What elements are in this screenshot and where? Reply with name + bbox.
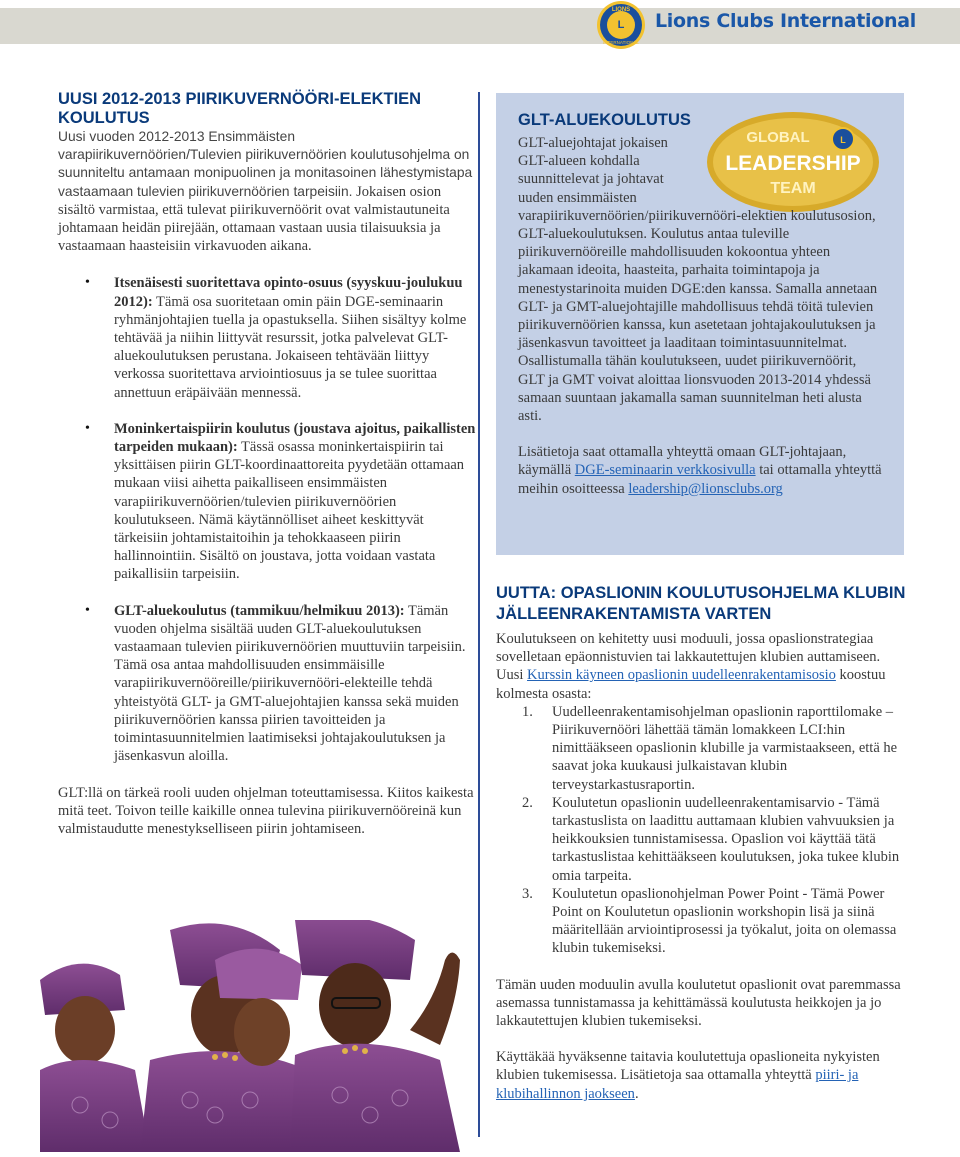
- left-bullets: [58, 274, 476, 765]
- guiding-lion-course-link[interactable]: Kurssin käyneen opaslionin uudelleenrakentamisosio: [527, 667, 836, 684]
- dge-seminar-link[interactable]: DGE-seminaarin verkkosivulla: [574, 462, 756, 479]
- email-link[interactable]: leadership@lionsclubs.org: [628, 480, 783, 497]
- bullet-text: Tässä osassa moninkertaispiirin tai yksittäisen piirin GLT-koordinaattoreita pyydetään ottamaan mukaan viisi aihetta paikalliseen ensimmäisten varapiirikuvernöörien/tulevien piirikuvernöörien koulutukseen. Nämä käytännölliset aiheet keskittyvät tärkeisiin johtamistaitoihin ja tehokkaaseen piirin hallinnointiin. Sisältö on joustava, jotta voidaan vastata paikallisiin tarpeisiin.: [114, 439, 465, 583]
- left-intro-sans: Uusi vuoden 2012-2013 Ensimmäisten varapiirikuvernöörien/Tulevien piirikuvernöörien koulutusohjelma on suunniteltu antamaan monipuolinen ja monitasoinen lähestymistapa vastaamaan tulevien piirikuvernöörien tarpeisiin.: [58, 129, 473, 199]
- step-item: [496, 794, 908, 885]
- women-photo: [40, 920, 476, 1152]
- bullet-dot-icon: •: [85, 275, 90, 291]
- svg-text:L: L: [840, 135, 846, 145]
- section2-intro-end: koostuu kolmesta osasta:: [496, 667, 886, 702]
- brand-name: Lions Clubs International: [655, 10, 916, 32]
- bullet-text: Tämä osa suoritetaan omin päin DGE-seminaarin ryhmänjohtajien tuella ja opastuksella. Siihen sisältyy kolme tehtävää ja niihin liittyvät resurssit, jotka palvelevat GLT-aluekoulutuksen perustana. Jokaiseen tehtävään liittyy verkossa suoritettava arviointiosuus ja se tulee suorittaa annettuun eräpäivään mennessä.: [114, 293, 467, 401]
- step-item: [496, 703, 908, 794]
- step-text: Koulutetun opaslionohjelman Power Point - Tämä Power Point on Koulutetun opaslionin workshopin lisä ja siinä määritellään arviointiprosessi ja työkalut, joita on olemassa klubin tukemiseksi.: [552, 885, 897, 957]
- step-number: 1.: [522, 703, 533, 720]
- step-text: Uudelleenrakentamisohjelman opaslionin raporttilomake – Piirikuvernööri lähettää tämän lomakkeen LCI:hin nimittääkseen opaslionin klubille ja varmistaakseen, että he saavat joka kuukausi julkaistavan klubin terveystarkastusraportin.: [552, 703, 898, 793]
- section2-last-paragraph: [496, 1048, 908, 1103]
- glt-title: GLT-ALUEKOULUTUS: [518, 111, 691, 129]
- bullet-dot-icon: •: [85, 420, 90, 436]
- step-item: [496, 885, 908, 958]
- glt-box-content: [518, 111, 884, 498]
- column-divider: [478, 92, 480, 1137]
- bullet-text: Tämän vuoden ohjelma sisältää uuden GLT-aluekoulutuksen vastaamaan tulevien piirikuvernöörien muuttuviin tarpeisiin. Tämä osa antaa mahdollisuuden ensimmäisille varapiirikuvernööreille/piirikuvernööri-elekteille tehdä yhteistyötä GLT- ja GMT-aluejohtajien kanssa sekä muiden piirikuvernöörien kanssa piirien tavoitteiden ja toimintasuunnitelmien laatimiseksi johtajakoulutuksen ja jäsenkasvun aloilla.: [114, 602, 466, 765]
- bullet-heading: Moninkertaispiirin koulutus (joustava ajoitus, paikallisten tarpeiden mukaan):: [114, 420, 476, 456]
- guiding-lion-section: [496, 583, 908, 1103]
- section2-steps: [496, 703, 908, 958]
- glt-contact-text: Lisätietoja saat ottamalla yhteyttä omaan GLT-johtajaan, käymällä: [518, 444, 847, 479]
- left-title: UUSI 2012-2013 PIIRIKUVERNÖÖRI-ELEKTIEN KOULUTUS: [58, 90, 422, 127]
- glt-contact-paragraph: [518, 443, 884, 498]
- glt-paragraph: [518, 134, 884, 425]
- bullet-heading: Itsenäisesti suoritettava opinto-osuus (syyskuu-joulukuu 2012):: [114, 275, 463, 310]
- left-column: [58, 90, 476, 838]
- step-number: 3.: [522, 885, 533, 902]
- glt-contact-text-2: tai ottamalla yhteyttä meihin osoitteessa: [518, 462, 882, 497]
- bullet-item: [58, 602, 476, 766]
- section2-intro-text: Koulutukseen on kehitetty uusi moduuli, jossa opaslionstrategiaa sovelletaan epäonnistuvien tai lakkautettujen klubien auttamiseen. Uusi: [496, 631, 881, 684]
- logo-letters: LIONS: [611, 7, 631, 13]
- district-club-admin-link[interactable]: piiri- ja klubihallinnon jaokseen: [496, 1067, 859, 1102]
- section2-last-end: .: [634, 1085, 639, 1102]
- badge-line2: LEADERSHIP: [725, 152, 861, 175]
- badge-line3: TEAM: [770, 180, 816, 197]
- section2-title: UUTTA: OPASLIONIN KOULUTUSOHJELMA KLUBIN JÄLLEENRAKENTAMISTA VARTEN: [496, 584, 906, 623]
- bullet-heading: GLT-aluekoulutus (tammikuu/helmikuu 2013):: [114, 602, 405, 619]
- step-number: 2.: [522, 794, 533, 811]
- bullet-dot-icon: •: [85, 602, 90, 618]
- svg-text:L: L: [617, 19, 625, 31]
- glt-box: [496, 93, 904, 555]
- section2-last-text: Käyttäkää hyväksenne taitavia koulutettuja opaslioneita nykyisten klubien tukemisessa. Lisätietoja saa ottamalla yhteyttä: [496, 1049, 880, 1084]
- bullet-item: [58, 420, 476, 584]
- badge-spacer: [698, 134, 884, 206]
- lions-logo: [596, 0, 646, 50]
- left-closing: GLT:llä on tärkeä rooli uuden ohjelman toteuttamisessa. Kiitos kaikesta mitä teet. Toivon teille kaikille onnea tulevina piirikuvernööreinä kun valmistaudutte menestykselliseen piirin johtamiseen.: [58, 784, 474, 837]
- step-text: Koulutetun opaslionin uudelleenrakentamisarvio - Tämä tarkastuslista on laadittu auttamaan klubien vahvuuksien ja heikkouksien tunnistamisessa. Opaslion voi käyttää tätä tarkastuslistaa kehittääkseen koulutuksen, joka tukee klubin omia tarpeita.: [552, 794, 900, 884]
- left-intro-serif: Jokaisen osion sisältö varmistaa, että tulevat piirikuvernöörit ovat valmistautuneita johtamaan heidän piirejään, ottamaan vastaan uusia tilaisuuksia ja vastaamaan haasteisiin virkavuoden aikana.: [58, 183, 450, 255]
- badge-line1: GLOBAL: [746, 129, 810, 146]
- bullet-item: [58, 274, 476, 401]
- section2-after-paragraph: Tämän uuden moduulin avulla koulutetut opaslionit ovat paremmassa asemassa tunnistamassa ja kehittämässä koulutusta heikkojen ja jo lakkautettujen klubien tukemiseksi.: [496, 976, 901, 1030]
- logo-sub: INTERNATIONAL: [603, 40, 639, 45]
- glt-paragraph-text: GLT-aluejohtajat jokaisen GLT-alueen kohdalla suunnittelevat ja johtavat uuden ensimmäisten varapiirikuvernöörien/piirikuvernööri-elektien koulutusosion, GLT-aluekoulutuksen. Koulutus antaa tuleville piirikuvernööreille mahdollisuuden kokoontua yhteen jakamaan ideoita, haasteita, parhaita toimintapoja ja menestystarinoita muiden DGE:den kanssa. Samalla annetaan GLT- ja GMT-aluejohtajille mahdollisuus tehdä töitä tulevien piirikuvernöörien kanssa, kun asetetaan johtajakoulutuksen ja jäsenkasvun tavoitteet ja laaditaan toimintasuunnitelmat. Osallistumalla tähän koulutukseen, uudet piirikuvernöörit, GLT ja GMT voivat aloittaa lionsvuoden 2013-2014 yhdessä samaan suuntaan jakamalla saman suunnitelman heti alusta asti.: [518, 135, 878, 425]
- left-intro: [58, 128, 476, 255]
- section2-intro: [496, 630, 908, 703]
